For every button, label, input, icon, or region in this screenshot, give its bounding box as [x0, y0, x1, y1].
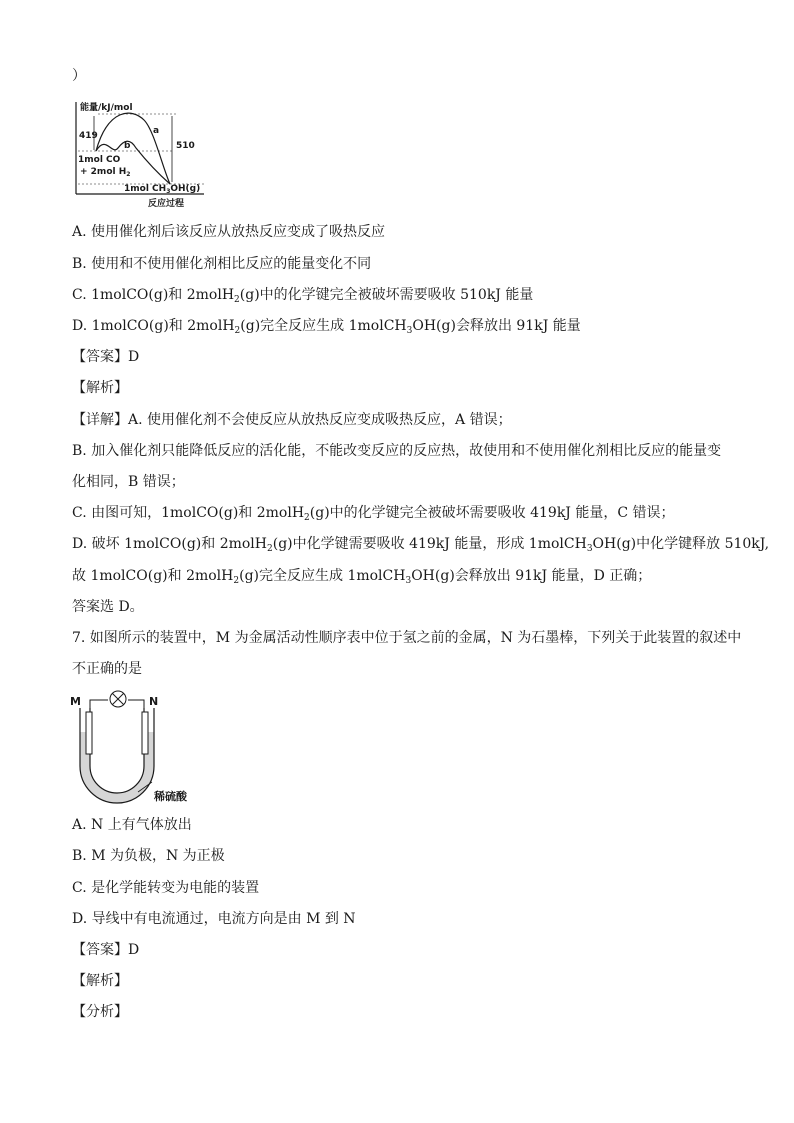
q7-stem-2: 不正确的是 — [72, 661, 142, 677]
q6-detail-2: B. 加入催化剂只能降低反应的活化能，不能改变反应的反应热，故使用和不使用催化剂相比反应的能量变 — [72, 443, 722, 459]
bulb-icon — [110, 691, 126, 707]
q6-option-c: C. 1molCO(g)和 2molH$_2$(g)中的化学键完全被破坏需要吸收 510kJ 能量 — [72, 287, 534, 305]
q7-analysis2-tag: 【分析】 — [72, 1004, 128, 1020]
q6-analysis-tag: 【解析】 — [72, 380, 128, 396]
q7-option-c: C. 是化学能转变为电能的装置 — [72, 880, 260, 896]
energy-diagram — [72, 96, 212, 211]
q7-stem-1: 7. 如图所示的装置中，M 为金属活动性顺序表中位于氢之前的金属，N 为石墨棒，下列关于此装置的叙述中 — [72, 630, 742, 646]
electrode-n-label: N — [149, 695, 159, 708]
u-tube-inner — [90, 708, 144, 793]
q6-option-d: D. 1molCO(g)和 2molH$_2$(g)完全反应生成 1molCH$_3$OH(g)会释放出 91kJ 能量 — [72, 318, 581, 336]
electrode-n — [142, 712, 148, 754]
q6-detail-4: C. 由图可知，1molCO(g)和 2molH$_2$(g)中的化学键完全被破坏需要吸收 419kJ 能量，C 错误； — [72, 505, 675, 523]
q6-detail-5: D. 破坏 1molCO(g)和 2molH$_2$(g)中化学键需要吸收 419kJ 能量，形成 1molCH$_3$OH(g)中化学键释放 510kJ, — [72, 536, 770, 554]
acid-label: 稀硫酸 — [154, 790, 187, 803]
q7-option-a: A. N 上有气体放出 — [72, 817, 192, 833]
electrode-m — [86, 712, 92, 754]
q6-detail-6: 故 1molCO(g)和 2molH$_2$(g)完全反应生成 1molCH$_3$OH(g)会释放出 91kJ 能量，D 正确； — [72, 568, 652, 586]
curve-b-label: b — [124, 141, 131, 151]
label-510: 510 — [176, 141, 195, 151]
reactant-label-1: 1mol CO — [78, 155, 121, 165]
q6-option-a: A. 使用催化剂后该反应从放热反应变成了吸热反应 — [72, 224, 386, 240]
q6-detail-1: 【详解】A. 使用催化剂不会使反应从放热反应变成吸热反应，A 错误； — [72, 412, 512, 428]
q7-analysis-tag: 【解析】 — [72, 973, 128, 989]
product-label: 1mol $CH_3OH(g)$ — [124, 184, 201, 195]
reactant-label-2: + 2mol $H_2$ — [80, 167, 131, 178]
q6-detail-7: 答案选 D。 — [72, 599, 144, 615]
q6-answer: 【答案】D — [72, 349, 140, 365]
q7-answer: 【答案】D — [72, 942, 140, 958]
electrode-m-label: M — [70, 695, 81, 708]
q6-option-b: B. 使用和不使用催化剂相比反应的能量变化不同 — [72, 256, 372, 272]
label-419: 419 — [79, 131, 98, 141]
curve-a-label: a — [153, 126, 160, 136]
q7-option-b: B. M 为负极，N 为正极 — [72, 848, 225, 864]
y-axis-label: 能量/kJ/mol — [80, 103, 133, 113]
u-tube-cell-diagram — [68, 684, 238, 810]
x-axis-label: 反应过程 — [148, 199, 185, 209]
leading-paren: ） — [72, 68, 86, 84]
q7-option-d: D. 导线中有电流通过，电流方向是由 M 到 N — [72, 911, 356, 927]
q6-detail-3: 化相同，B 错误； — [72, 474, 185, 490]
